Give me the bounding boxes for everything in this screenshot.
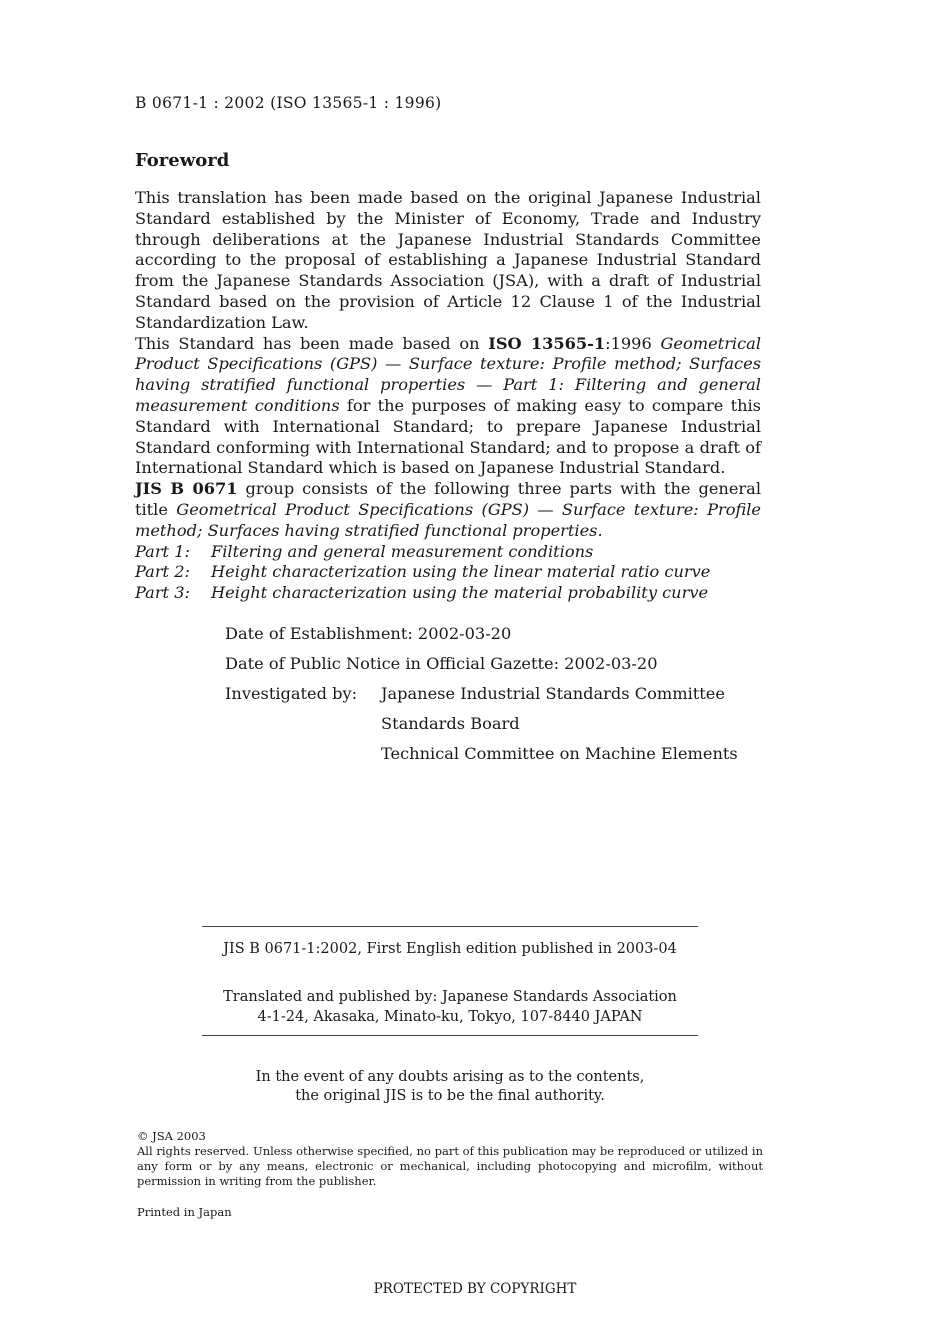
edition-line: JIS B 0671-1:2002, First English edition published in 2003-04 bbox=[223, 941, 677, 957]
part-text: Height characterization using the linear material ratio curve bbox=[211, 562, 711, 582]
authority-line: the original JIS is to be the final authority. bbox=[295, 1088, 605, 1104]
foreword-paragraph-1: This translation has been made based on the original Japanese Industrial Standard established by the Minister of Economy, Trade and Industry through deliberations at the Japanese Industrial Standards Committee according to the proposal of establishing a Japanese Industrial Standard from the Japanese Standards Association (JSA), with a draft of Industrial Standard based on the provision of Article 12 Clause 1 of the Industrial Standardization Law. bbox=[135, 188, 761, 332]
foreword-paragraph-3 bbox=[135, 479, 761, 541]
iso-title: Geometrical Product Specifications (GPS) — Surface texture: Profile method; Surfaces having stratified functional properties — Part 1: Filtering and general measurement conditions bbox=[135, 333, 762, 415]
list-item bbox=[135, 542, 761, 563]
publisher-address: 4-1-24, Akasaka, Minato-ku, Tokyo, 107-8440 JAPAN bbox=[257, 1009, 643, 1025]
document-header: B 0671-1 : 2002 (ISO 13565-1 : 1996) bbox=[135, 94, 442, 112]
part-label: Part 1: bbox=[135, 541, 190, 561]
para2-post: for the purposes of making easy to compare this Standard with International Standard; to prepare Japanese Industrial Standard conforming with International Standard; and to propose a draft of International Standard which is based on Japanese Industrial Standard. bbox=[135, 395, 761, 478]
list-item bbox=[135, 583, 761, 604]
printed-in: Printed in Japan bbox=[137, 1205, 232, 1219]
copyright-footer: PROTECTED BY COPYRIGHT bbox=[373, 1281, 577, 1297]
iso-reference: ISO 13565-1 bbox=[488, 333, 606, 353]
investigated-label: Investigated by: bbox=[225, 684, 358, 703]
investigating-body: Standards Board bbox=[381, 714, 520, 733]
part-label: Part 2: bbox=[135, 562, 190, 582]
publication-box bbox=[202, 926, 698, 1036]
parts-list bbox=[135, 542, 761, 604]
part-text: Height characterization using the material probability curve bbox=[211, 583, 709, 603]
part-text: Filtering and general measurement conditions bbox=[211, 541, 594, 561]
divider bbox=[202, 926, 698, 927]
para2-pre: This Standard has been made based on bbox=[135, 333, 489, 353]
iso-year: :1996 bbox=[605, 333, 661, 353]
investigated-by bbox=[225, 684, 738, 774]
foreword-title: Foreword bbox=[135, 150, 230, 171]
investigating-body: Technical Committee on Machine Elements bbox=[381, 744, 738, 763]
publisher-line: Translated and published by: Japanese Standards Association bbox=[223, 989, 677, 1005]
authority-line: In the event of any doubts arising as to the contents, bbox=[255, 1069, 645, 1085]
investigating-body: Japanese Industrial Standards Committee bbox=[381, 684, 725, 703]
public-notice-date: Date of Public Notice in Official Gazette: 2002-03-20 bbox=[225, 654, 658, 673]
general-title: Geometrical Product Specifications (GPS) — Surface texture: Profile method; Surfaces having stratified functional properties. bbox=[135, 499, 761, 540]
jis-reference: JIS B 0671 bbox=[135, 479, 238, 499]
part-label: Part 3: bbox=[135, 583, 190, 603]
foreword-paragraph-2 bbox=[135, 334, 761, 480]
rights-text: All rights reserved. Unless otherwise specified, no part of this publication may be reproduced or utilized in any form or by any means, electronic or mechanical, including photocopying and microfilm, without permission in writing from the publisher. bbox=[137, 1144, 763, 1188]
investigated-list bbox=[381, 684, 738, 774]
authority-note bbox=[202, 1068, 698, 1106]
list-item bbox=[135, 562, 761, 583]
para3-mid: group consists of the following three parts with the general title bbox=[135, 479, 761, 519]
foreword-body bbox=[135, 188, 761, 604]
dates-block bbox=[225, 624, 738, 774]
copyright-line: © JSA 2003 bbox=[137, 1129, 206, 1143]
publisher-info bbox=[202, 987, 698, 1027]
establishment-date: Date of Establishment: 2002-03-20 bbox=[225, 624, 512, 643]
divider bbox=[202, 1035, 698, 1036]
copyright-block bbox=[137, 1129, 763, 1189]
